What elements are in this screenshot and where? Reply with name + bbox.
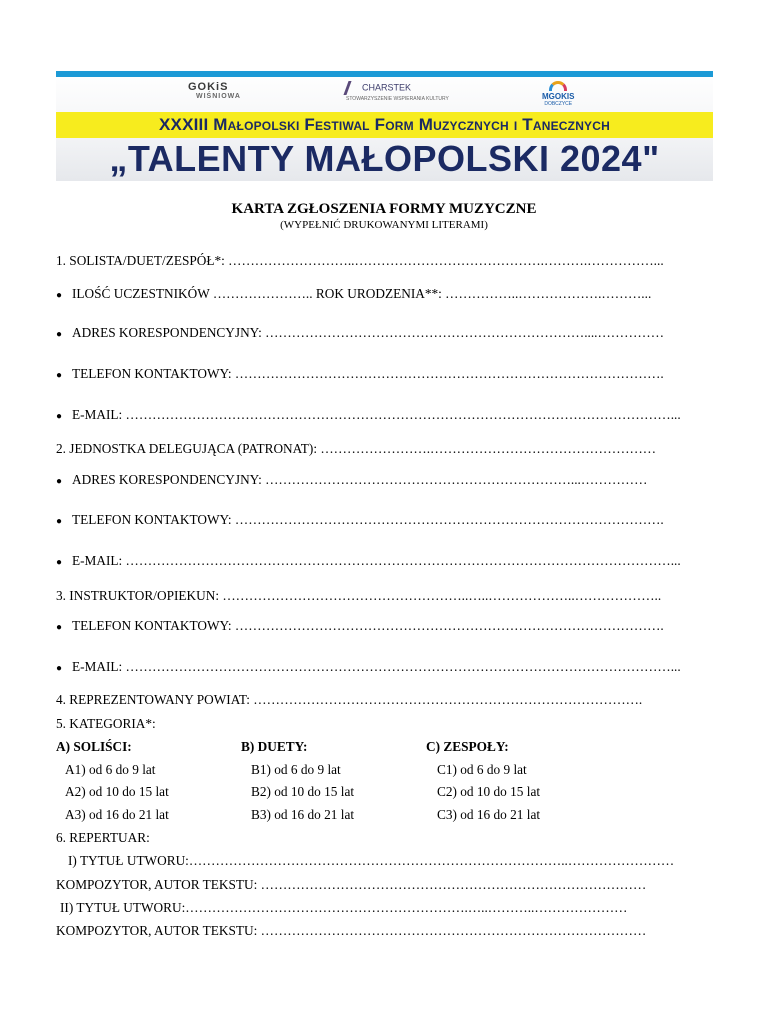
charstek-logo-sub: STOWARZYSZENIE WSPIERANIA KULTURY xyxy=(346,96,449,102)
form-line-text: TELEFON KONTAKTOWY: ……………………………………………………………………………………. xyxy=(72,618,664,633)
form-line xyxy=(56,366,664,384)
category-option: B2) od 10 do 15 lat xyxy=(251,784,355,799)
category-heading: A) SOLIŚCI: xyxy=(56,739,132,754)
form-subtitle: (WYPEŁNIĆ DRUKOWANYMI LITERAMI) xyxy=(280,219,488,231)
form-line-text: TELEFON KONTAKTOWY: ……………………………………………………………………………………. xyxy=(72,366,664,381)
form-line xyxy=(56,553,681,571)
form-line-text: E-MAIL: ……………………………………………………………………………………………………………... xyxy=(72,659,681,674)
bullet-icon: ● xyxy=(56,411,63,422)
category-option: B3) od 16 do 21 lat xyxy=(251,807,355,822)
form-line-text: 5. KATEGORIA*: xyxy=(56,716,156,731)
form-line-text: 1. SOLISTA/DUET/ZESPÓŁ*: ………………………..…………………………………….……….……………... xyxy=(56,253,664,268)
form-title: KARTA ZGŁOSZENIA FORMY MUZYCZNE xyxy=(231,201,537,217)
category-option: A1) od 6 do 9 lat xyxy=(65,762,156,777)
form-line xyxy=(56,472,647,490)
form-line-text: 2. JEDNOSTKA DELEGUJĄCA (PATRONAT): …………………….…………………………………………… xyxy=(56,441,657,456)
festival-name: XXXIII Małopolski Festiwal Form Muzycznych i Tanecznych xyxy=(56,112,713,138)
form-line xyxy=(56,692,642,708)
festival-banner xyxy=(56,71,713,181)
form-line-text: ILOŚĆ UCZESTNIKÓW ………………….. ROK URODZENIA**: ……………..……………….………... xyxy=(72,286,652,301)
form-line xyxy=(56,588,661,604)
bullet-icon: ● xyxy=(56,557,63,568)
form-line xyxy=(56,253,664,269)
repertoire-line: 6. REPERTUAR: xyxy=(56,830,150,845)
mgokis-logo xyxy=(542,81,574,107)
form-line-text: ADRES KORESPONDENCYJNY: ……………………………………………………………...…………… xyxy=(72,472,648,487)
bullet-icon: ● xyxy=(56,663,63,674)
category-option: A2) od 10 do 15 lat xyxy=(65,784,169,799)
category-option: A3) od 16 do 21 lat xyxy=(65,807,169,822)
charstek-mark-icon xyxy=(343,81,361,95)
bullet-icon: ● xyxy=(56,370,63,381)
charstek-logo-text: CHARSTEK xyxy=(362,82,412,93)
form-line-text: E-MAIL: ……………………………………………………………………………………………………………... xyxy=(72,553,681,568)
mgokis-logo-sub: DOBCZYCE xyxy=(544,101,573,107)
gokis-logo-sub: WIŚNIOWA xyxy=(196,93,241,100)
category-option: C1) od 6 do 9 lat xyxy=(437,762,527,777)
category-heading: C) ZESPOŁY: xyxy=(426,739,509,754)
repertoire-line: I) TYTUŁ UTWORU:…………………………………………………………………………..…………………… xyxy=(68,853,675,868)
sponsor-logos xyxy=(56,77,713,115)
mgokis-logo-text: MGOKIS xyxy=(542,92,575,101)
form-line-text: 4. REPREZENTOWANY POWIAT: ……………………………………………………………………………. xyxy=(56,692,643,707)
form-line xyxy=(56,325,664,343)
bullet-icon: ● xyxy=(56,329,63,340)
form-line xyxy=(56,441,656,457)
charstek-logo xyxy=(346,81,449,102)
repertoire-line: II) TYTUŁ UTWORU:……………………………………………………….…..………..………………… xyxy=(60,900,628,915)
form-line xyxy=(56,286,651,304)
bullet-icon: ● xyxy=(56,290,63,301)
talents-title: „TALENTY MAŁOPOLSKI 2024" xyxy=(109,138,660,179)
form-line xyxy=(56,716,156,732)
category-option: C2) od 10 do 15 lat xyxy=(437,784,541,799)
form-line-text: TELEFON KONTAKTOWY: ……………………………………………………………………………………. xyxy=(72,512,664,527)
repertoire-line: KOMPOZYTOR, AUTOR TEKSTU: …………………………………………………………………………… xyxy=(56,877,647,892)
category-option: B1) od 6 do 9 lat xyxy=(251,762,341,777)
gokis-logo xyxy=(188,81,241,100)
gokis-logo-text: GOKiS xyxy=(188,81,229,93)
form-line xyxy=(56,407,681,425)
category-heading: B) DUETY: xyxy=(241,739,308,754)
form-line-text: 3. INSTRUKTOR/OPIEKUN: ………………………………………………..…..………………..……………….. xyxy=(56,588,662,603)
form-line xyxy=(56,512,664,530)
category-option: C3) od 16 do 21 lat xyxy=(437,807,541,822)
repertoire-line: KOMPOZYTOR, AUTOR TEKSTU: …………………………………………………………………………… xyxy=(56,923,647,938)
bullet-icon: ● xyxy=(56,476,63,487)
form-line xyxy=(56,618,664,636)
form-line-text: ADRES KORESPONDENCYJNY: ………………………………………………………………....…………… xyxy=(72,325,664,340)
bullet-icon: ● xyxy=(56,516,63,527)
form-line xyxy=(56,659,681,677)
mgokis-mark-icon xyxy=(549,81,567,91)
bullet-icon: ● xyxy=(56,622,63,633)
form-line-text: E-MAIL: ……………………………………………………………………………………………………………... xyxy=(72,407,681,422)
